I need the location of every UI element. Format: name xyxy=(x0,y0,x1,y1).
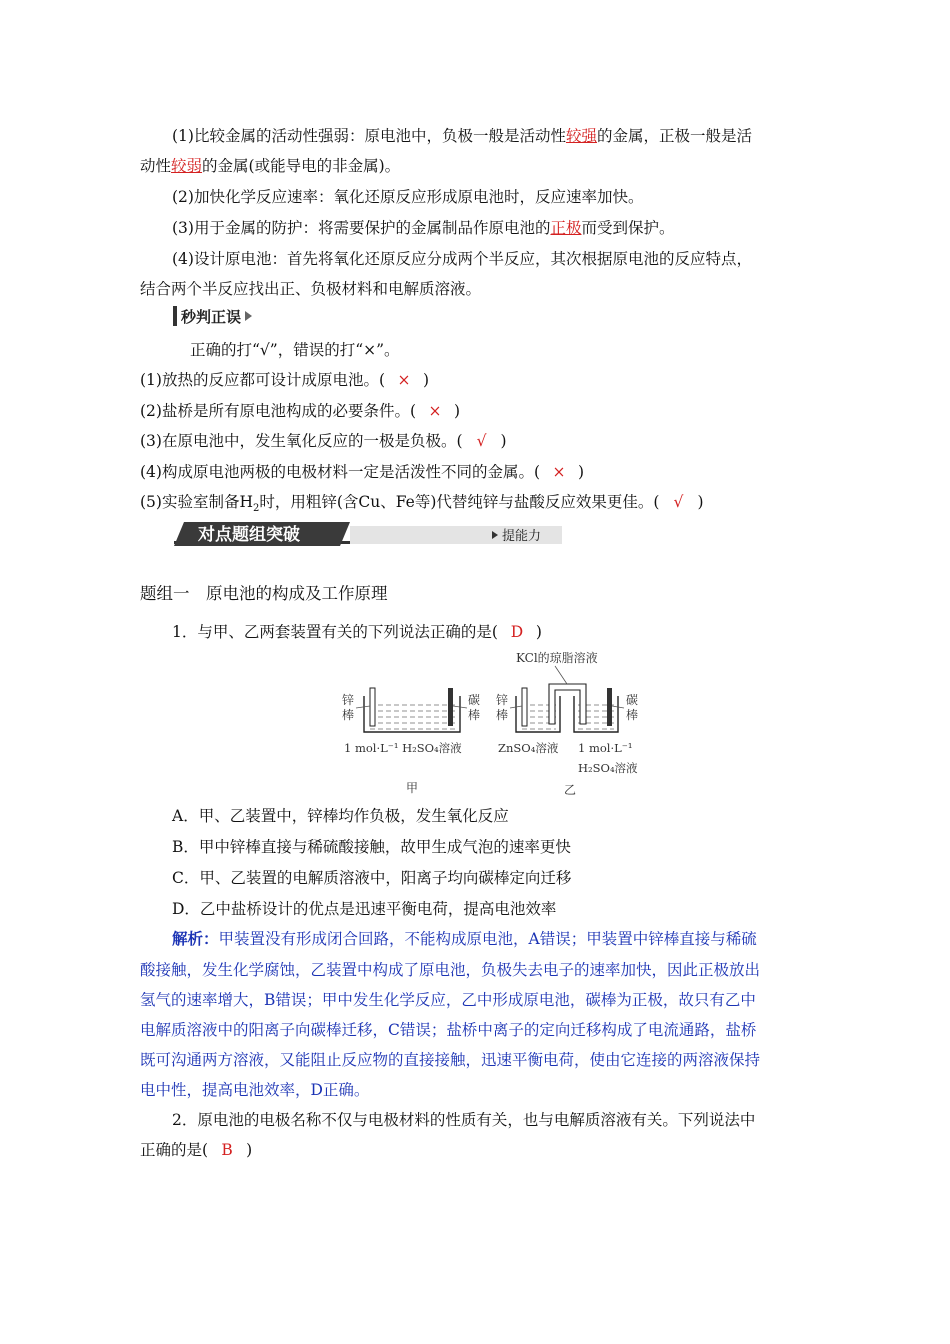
fill-answer: 较强 xyxy=(565,127,597,145)
use-item-3 xyxy=(172,218,812,238)
text: 正确的是( xyxy=(140,1141,209,1159)
text: 的金属，正极一般是活 xyxy=(596,127,752,145)
leader-line xyxy=(356,706,370,708)
answer-mark: × xyxy=(397,371,411,389)
text: ) xyxy=(578,463,585,481)
q2-stem: 2．原电池的电极名称不仅与电极材料的性质有关，也与电解质溶液有关。下列说法中 xyxy=(172,1111,756,1129)
q1-analysis-line: 既可沟通两方溶液，又能阻止反应物的直接接触，迅速平衡电荷，使由它连接的两溶液保持 xyxy=(140,1051,761,1069)
text: (3)用于金属的防护：将需要保护的金属制品作原电池的 xyxy=(172,219,551,237)
carbon-label: 棒 xyxy=(468,708,481,722)
banner-right-text: 提能力 xyxy=(502,529,542,544)
answer-mark: × xyxy=(428,402,442,420)
cell-jia xyxy=(342,688,480,795)
carbon-rod xyxy=(448,688,453,726)
text: 甲装置没有形成闭合回路，不能构成原电池，A错误；甲装置中锌棒直接与稀硫 xyxy=(218,930,757,948)
q1-analysis-line: 酸接触，发生化学腐蚀，乙装置中构成了原电池，负极失去电子的速率加快，因此正极放出 xyxy=(140,961,761,979)
judge-item-3 xyxy=(140,431,812,451)
carbon-label: 棒 xyxy=(626,708,639,722)
text: 时，用粗锌(含Cu、Fe等)代替纯锌与盐酸反应效果更佳。( xyxy=(259,493,660,511)
text: (2)盐桥是所有原电池构成的必要条件。( xyxy=(140,402,417,420)
q1-analysis-line: 电中性，提高电池效率，D正确。 xyxy=(140,1081,370,1099)
text: ) xyxy=(500,432,507,450)
zinc-label: 棒 xyxy=(496,708,509,722)
text: (1)比较金属的活动性强弱：原电池中，负极一般是活动性 xyxy=(172,127,566,145)
text: (3)在原电池中，发生氧化反应的一极是负极。( xyxy=(140,432,463,450)
judge-item-4 xyxy=(140,462,812,482)
text: ) xyxy=(246,1141,253,1159)
judge-item-5 xyxy=(140,492,812,519)
apparatus-label: 乙 xyxy=(564,783,577,797)
banner-title: 对点题组突破 xyxy=(198,525,300,545)
use-item-1-cont xyxy=(140,156,812,176)
salt-bridge-label: KCl的琼脂溶液 xyxy=(516,651,598,665)
use-item-2: (2)加快化学反应速率：氧化还原反应形成原电池时，反应速率加快。 xyxy=(172,188,644,206)
q1-option-a: A．甲、乙装置中，锌棒均作负极，发生氧化反应 xyxy=(172,807,509,825)
analysis-label: 解析： xyxy=(172,929,219,948)
q1-option-d: D．乙中盐桥设计的优点是迅速平衡电荷，提高电池效率 xyxy=(172,900,557,918)
tag-text: 秒判正误 xyxy=(181,307,242,326)
use-item-1 xyxy=(172,126,812,146)
solution-label: ZnSO₄溶液 xyxy=(498,741,559,755)
zinc-rod xyxy=(522,688,527,726)
carbon-label: 碳 xyxy=(626,693,639,707)
judge-instruction: 正确的打“√”，错误的打“×”。 xyxy=(190,341,400,359)
text: 动性 xyxy=(140,157,172,175)
group-heading: 题组一 原电池的构成及工作原理 xyxy=(140,584,388,603)
zinc-label: 锌 xyxy=(342,693,355,707)
tag-bar xyxy=(173,306,177,326)
fill-answer: 正极 xyxy=(550,219,582,237)
text: 的金属(或能导电的非金属)。 xyxy=(202,157,401,175)
leader-line xyxy=(555,666,567,684)
salt-bridge xyxy=(549,684,586,724)
text: (4)构成原电池两极的电极材料一定是活泼性不同的金属。( xyxy=(140,463,541,481)
text: ) xyxy=(697,493,704,511)
text: (5)实验室制备H xyxy=(140,493,253,511)
solution-label: H₂SO₄溶液 xyxy=(578,761,638,775)
q1-option-c: C．甲、乙装置的电解质溶液中，阳离子均向碳棒定向迁移 xyxy=(172,869,572,887)
zinc-rod xyxy=(370,688,375,726)
carbon-rod xyxy=(607,688,612,726)
text: ) xyxy=(535,623,542,641)
solution-label: 1 mol·L⁻¹ xyxy=(578,741,633,755)
zinc-label: 锌 xyxy=(496,693,509,707)
carbon-label: 碳 xyxy=(468,693,481,707)
quick-judge-tag xyxy=(173,305,252,327)
fill-answer: 较弱 xyxy=(171,157,203,175)
text: 而受到保护。 xyxy=(581,219,675,237)
q1-option-b: B．甲中锌棒直接与稀硫酸接触，故甲生成气泡的速率更快 xyxy=(172,838,571,856)
judge-item-1 xyxy=(140,370,812,390)
solution-label: 1 mol·L⁻¹ H₂SO₄溶液 xyxy=(344,741,462,755)
text: ) xyxy=(423,371,430,389)
q1-stem xyxy=(172,622,812,642)
apparatus-figure xyxy=(330,648,650,798)
q2-stem-cont xyxy=(140,1140,812,1160)
text: (1)放热的反应都可设计成原电池。( xyxy=(140,371,386,389)
section-banner xyxy=(174,522,562,548)
q1-analysis-line: 氢气的速率增大，B错误；甲中发生化学反应，乙中形成原电池，碳棒为正极，故只有乙中 xyxy=(140,991,756,1009)
use-item-4: (4)设计原电池：首先将氧化还原反应分成两个半反应，其次根据原电池的反应特点， xyxy=(172,250,752,268)
cell-yi xyxy=(496,650,638,797)
text: 1．与甲、乙两套装置有关的下列说法正确的是( xyxy=(172,623,498,641)
text: ) xyxy=(454,402,461,420)
electrolyte xyxy=(368,703,456,732)
play-arrow-icon xyxy=(245,311,252,321)
apparatus-label: 甲 xyxy=(406,781,419,795)
q1-analysis-line: 电解质溶液中的阳离子向碳棒迁移，C错误；盐桥中离子的定向迁移构成了电流通路，盐桥 xyxy=(140,1021,757,1039)
answer-mark: √ xyxy=(673,493,684,511)
answer-mark: B xyxy=(221,1141,233,1159)
zinc-label: 棒 xyxy=(342,708,355,722)
answer-mark: √ xyxy=(476,432,487,450)
judge-item-2 xyxy=(140,401,812,421)
answer-mark: D xyxy=(510,623,524,641)
subscript: 2 xyxy=(252,503,260,515)
use-item-4-cont: 结合两个半反应找出正、负极材料和电解质溶液。 xyxy=(140,280,482,298)
answer-mark: × xyxy=(552,463,566,481)
q1-analysis-line xyxy=(172,929,812,949)
